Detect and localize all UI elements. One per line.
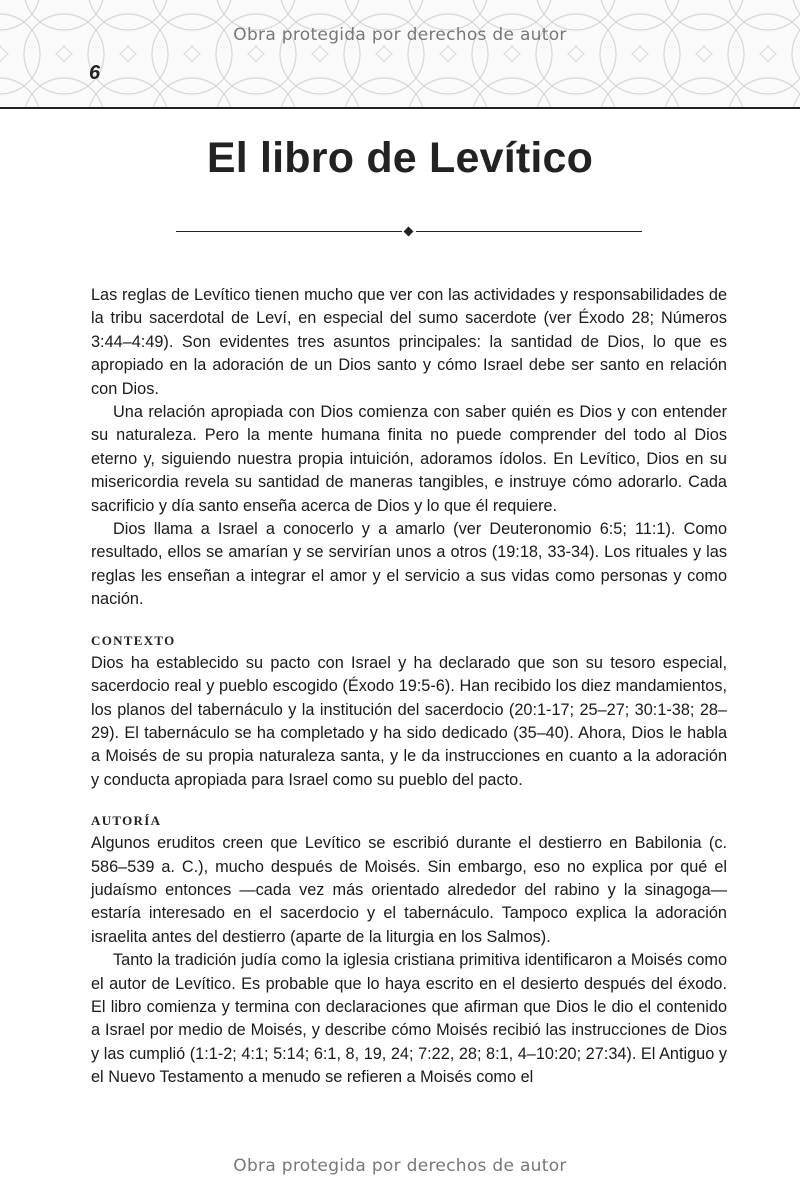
intro-paragraph-2: Una relación apropiada con Dios comienza con saber quién es Dios y con entender su naturaleza. Pero la mente humana finita no puede comprender del todo al Dios eterno y, siguiendo nuestra propia intuición, adoramos ídolos. En Levítico, Dios en su misericordia revela su santidad de maneras tangibles, e instruye cómo adorarlo. Cada sacrificio y día santo enseña acerca de Dios y lo que él requiere. [91, 403, 727, 515]
header-divider [0, 107, 800, 109]
contexto-paragraph-1: Dios ha establecido su pacto con Israel y ha declarado que son su tesoro especial, sacerdocio real y pueblo escogido (Éxodo 19:5-6). Han recibido los diez mandamientos, los planos del tabernáculo y la institución del sacerdocio (20:1-17; 25–27; 30:1-38; 28–29). El tabernáculo se ha completado y ha sido dedicado (35–40). Ahora, Dios le habla a Moisés de su propia naturaleza santa, y le da instrucciones en cuanto a la adoración y conducta apropiada para Israel como su pueblo del pacto. [91, 653, 727, 789]
autoria-paragraph-1: Algunos eruditos creen que Levítico se escribió durante el destierro en Babilonia (c. 586–539 a. C.), mucho después de Moisés. Sin embargo, eso no explica por qué el judaísmo entonces —cada vez más orientado alrededor del rabino y la sinagoga— estaría interesado en el sacerdocio y el tabernáculo. Tampoco explica la adoración israelita antes del destierro (aparte de la liturgia en los Salmos). [91, 834, 727, 946]
decorative-header-pattern [0, 0, 800, 108]
lattice-pattern-graphic [0, 0, 800, 108]
section-heading-autoria: AUTORÍA [91, 813, 162, 829]
autoria-paragraph-2: Tanto la tradición judía como la iglesia cristiana primitiva identificaron a Moisés como el autor de Levítico. Es probable que lo haya escrito en el desierto después del éxodo. El libro comienza y termina con declaraciones que afirman que Dios le dio el contenido a Israel por medio de Moisés, y describe cómo Moisés recibió las instrucciones de Dios y las cumplió (1:1-2; 4:1; 5:14; 6:1, 8, 19, 24; 7:22, 28; 8:1, 4–10:20; 27:34). El Antiguo y el Nuevo Testamento a menudo se refieren a Moisés como el [91, 951, 727, 1087]
title-ornament-divider [176, 224, 642, 240]
copyright-watermark-top: Obra protegida por derechos de autor [233, 25, 567, 45]
ornament-line-right [416, 231, 642, 232]
page-title: El libro de Levítico [206, 134, 594, 182]
intro-paragraph-3: Dios llama a Israel a conocerlo y a amarlo (ver Deuteronomio 6:5; 11:1). Como resultado, ellos se amarían y se servirían unos a otros (19:18, 33-34). Los rituales y las reglas les enseñan a integrar el amor y el servicio a sus vidas como personas y como nación. [91, 520, 727, 609]
section-heading-contexto: CONTEXTO [91, 632, 176, 648]
intro-paragraph-1: Las reglas de Levítico tienen mucho que ver con las actividades y responsabilidades de la tribu sacerdotal de Leví, en especial del sumo sacerdote (ver Éxodo 28; Números 3:44–4:49). Son evidentes tres asuntos principales: la santidad de Dios, lo que es apropiado en la adoración de un Dios santo y cómo Israel debe ser santo en relación con Dios. [91, 286, 727, 398]
page-number: 6 [89, 62, 101, 84]
body-text [91, 284, 727, 1090]
copyright-watermark-bottom: Obra protegida por derechos de autor [233, 1156, 567, 1176]
diamond-icon [404, 227, 414, 237]
ornament-line-left [176, 231, 402, 232]
